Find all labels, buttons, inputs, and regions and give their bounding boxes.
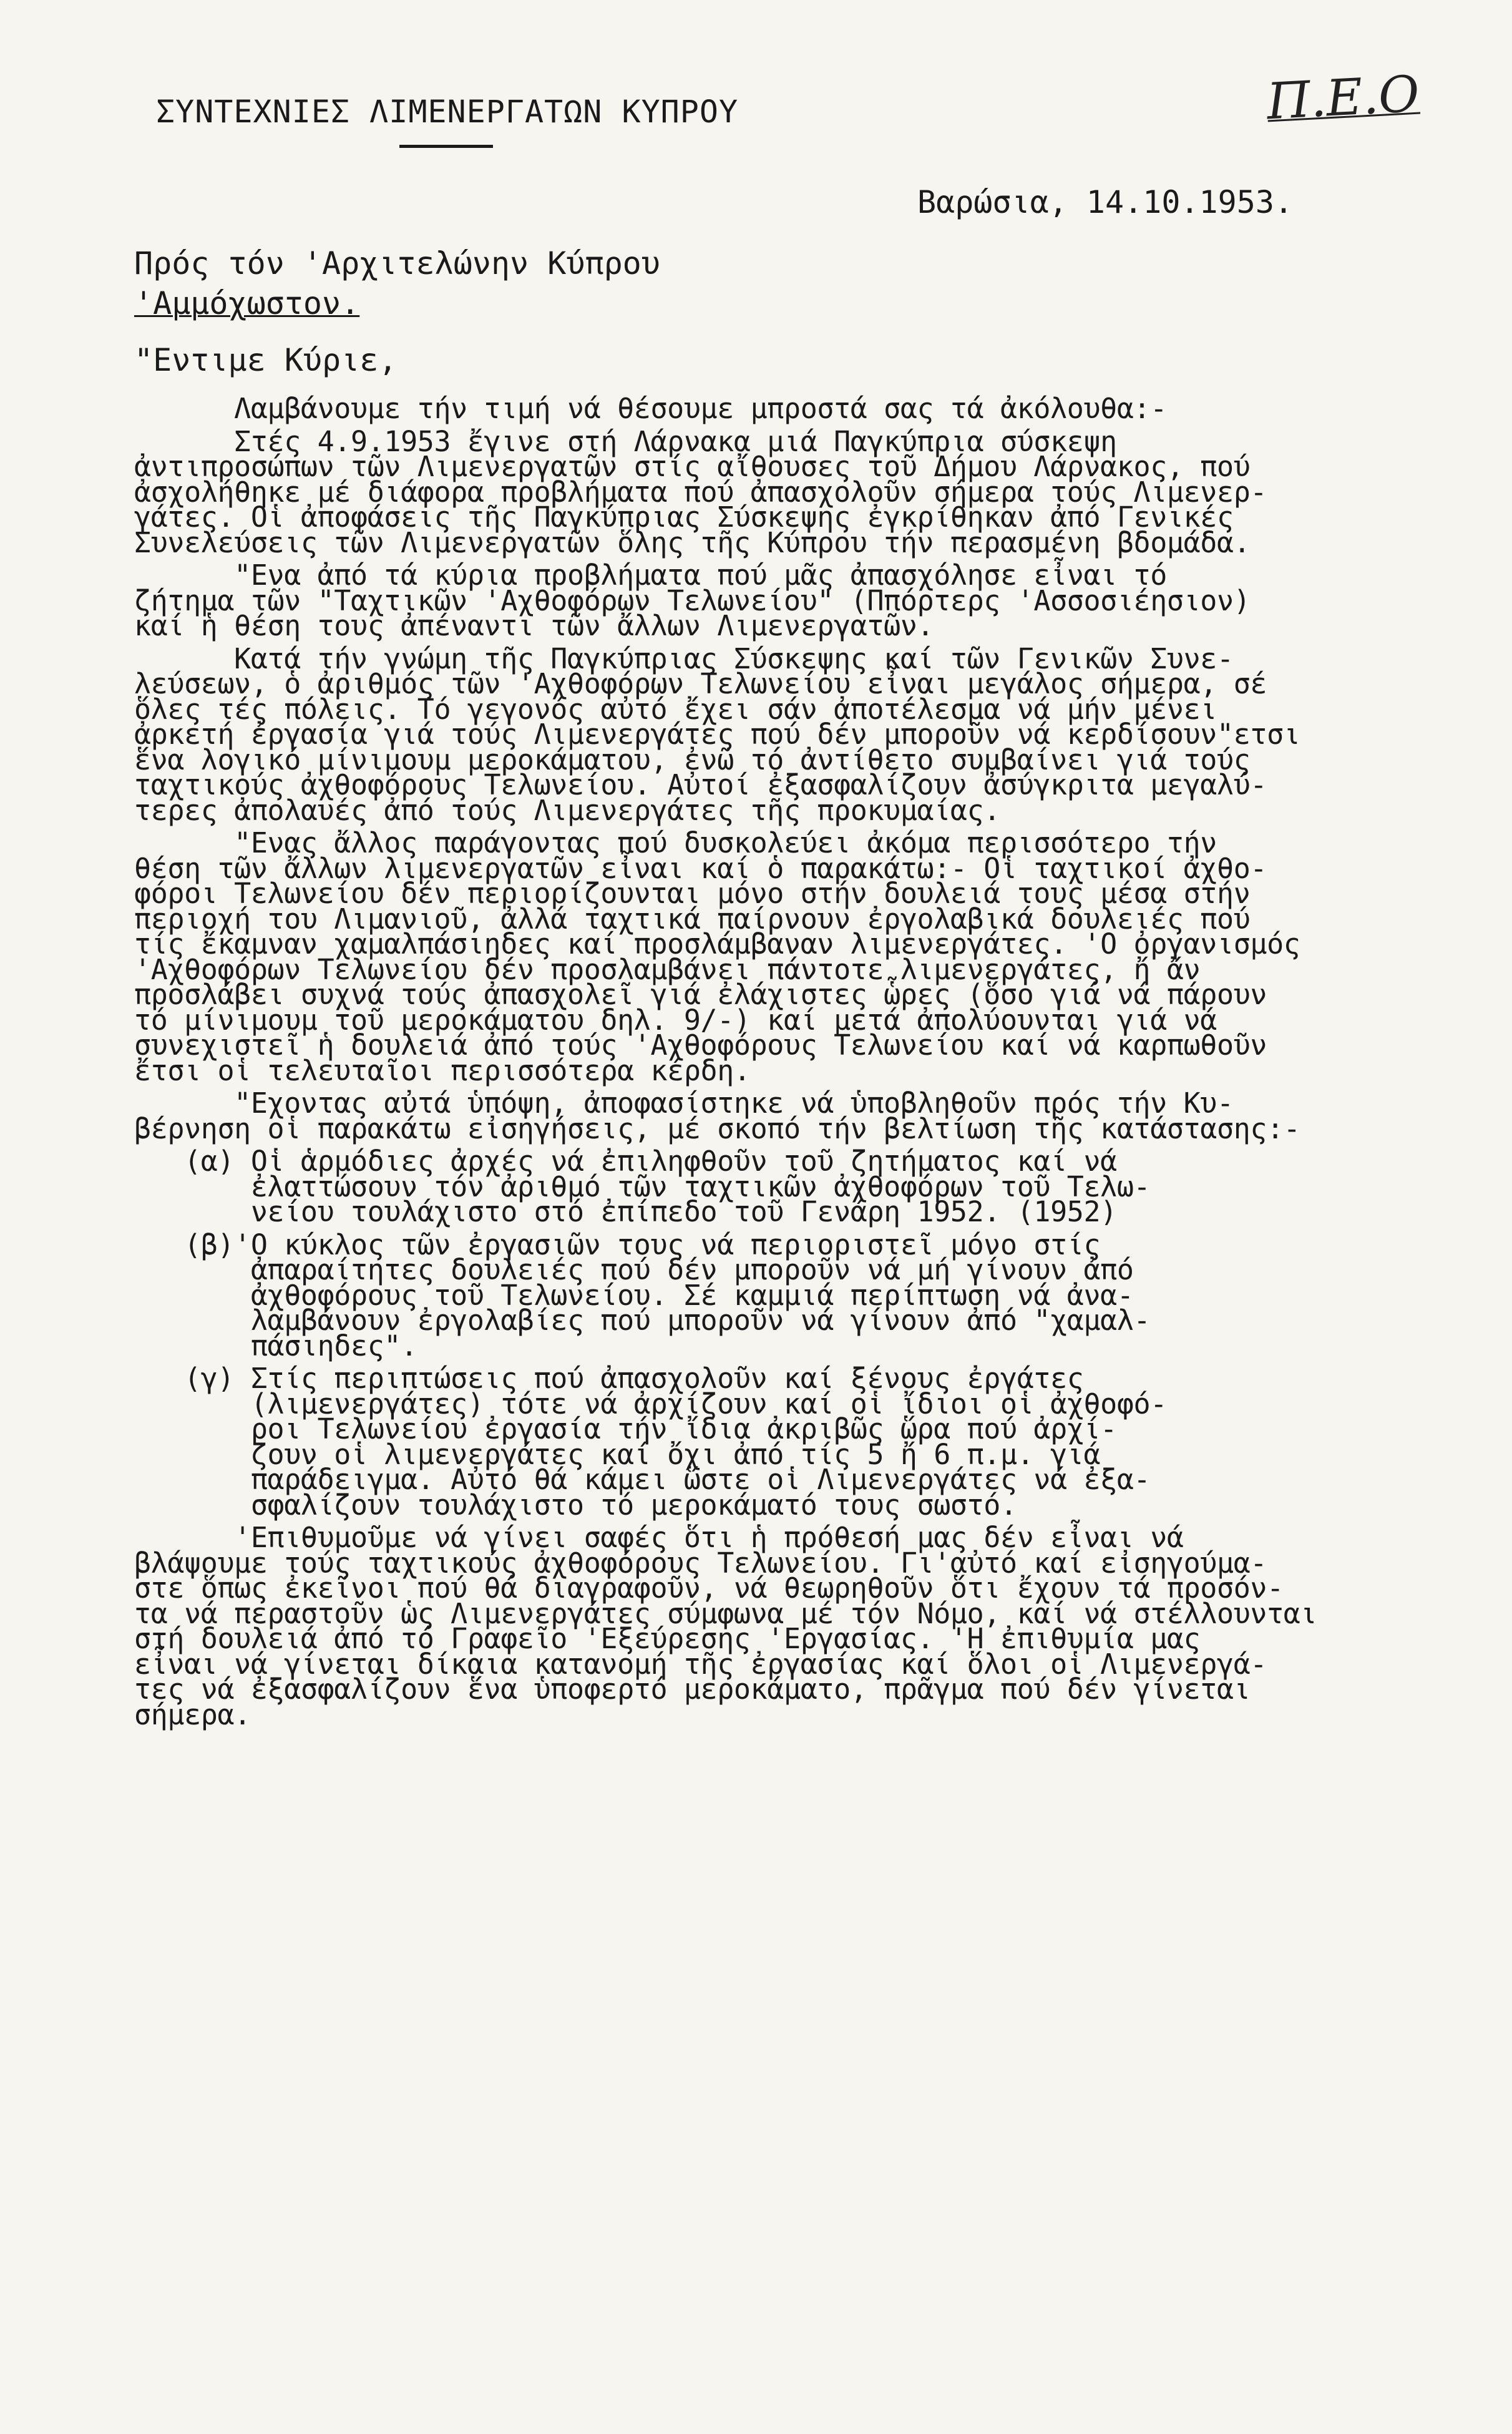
body-line: φόροι Τελωνείου δέν περιορίζουνται μόνο στήν δουλειά τους μέσα στήν	[134, 877, 1251, 910]
body-line: 'Αχθοφόρων Τελωνείου δέν προσλαμβάνει πάντοτε λιμενεργάτες, ἤ ἄν	[134, 952, 1201, 986]
body-line: ἀσχολήθηκε μέ διάφορα προβλήματα πού ἀπασχολοῦν σήμερα τούς Λιμενερ-	[134, 475, 1267, 509]
body-line: εἶναι νά γίνεται δίκαια κατανομή τῆς ἐργασίας καί ὅλοι οἱ Λιμενεργά-	[134, 1647, 1267, 1681]
body-line: Συνελεύσεις τῶν Λιμενεργατῶν ὅλης τῆς Κύπρου τήν περασμένη βδομάδα.	[134, 525, 1251, 559]
body-line: στε ὅπως ἐκεῖνοι πού θά διαγραφοῦν, νά θεωρηθοῦν ὅτι ἔχουν τά προσόν-	[134, 1571, 1284, 1605]
salutation: "Εντιμε Κύριε,	[134, 342, 398, 378]
body-line: (γ) Στίς περιπτώσεις πού ἀπασχολοῦν καί ξένους ἐργάτες	[134, 1362, 1084, 1395]
recipient-line-2: 'Αμμόχωστον.	[134, 285, 360, 321]
recipient-line-1: Πρός τόν 'Αρχιτελώνην Κύπρου	[134, 245, 660, 281]
body-line: θέση τῶν ἄλλων λιμενεργατῶν εἶναι καί ὁ παρακάτω:- Οἱ ταχτικοί ἀχθο-	[134, 851, 1267, 885]
body-line: ἀρκετή ἐργασία γιά τούς Λιμενεργάτες πού δέν μποροῦν νά κερδίσουν"ετσι	[134, 718, 1300, 751]
recipient-block	[134, 243, 660, 323]
body-line: "Εχοντας αὐτά ὑπόψη, ἀποφασίστηκε νά ὑποβληθοῦν πρός τήν Κυ-	[134, 1087, 1234, 1120]
body-line: βλάψουμε τούς ταχτικούς ἀχθοφόρους Τελωνείου. Γι'αὐτό καί εἰσηγούμα-	[134, 1546, 1267, 1580]
body-line: ὅλες τές πόλεις. Τό γεγονός αὐτό ἔχει σάν ἀποτέλεσμα νά μήν μένει	[134, 692, 1217, 726]
body-line: γάτες. Οἱ ἀποφάσεις τῆς Παγκύπριας Σύσκεψης ἐγκρίθηκαν ἀπό Γενικές	[134, 501, 1234, 534]
body-line: τίς ἔκαμναν χαμαλπάσιηδες καί προσλάμβαναν λιμενεργάτες. 'Ο ὀργανισμός	[134, 927, 1300, 960]
body-line: 'Επιθυμοῦμε νά γίνει σαφές ὅτι ἡ πρόθεσή μας δέν εἶναι νά	[134, 1521, 1184, 1554]
body-line: περιοχή του Λιμανιοῦ, ἀλλά ταχτικά παίρνουν ἐργολαβικά δουλειές πού	[134, 902, 1251, 936]
letter-date: Βαρώσια, 14.10.1953.	[917, 184, 1294, 220]
organization-name: ΣΥΝΤΕΧΝΙΕΣ ΛΙΜΕΝΕΡΓΑΤΩΝ ΚΥΠΡΟΥ	[156, 94, 739, 130]
body-line: ζουν οἱ λιμενεργάτες καί ὄχι ἀπό τίς 5 ἤ 6 π.μ. γιά	[134, 1437, 1101, 1471]
body-line: παράδειγμα. Αὐτό θά κάμει ὥστε οἱ Λιμενεργάτες νά ἐξα-	[134, 1463, 1151, 1496]
body-line: (α) Οἱ ἁρμόδιες ἀρχές νά ἐπιληφθοῦν τοῦ ζητήματος καί νά	[134, 1145, 1117, 1178]
body-line: ἀχθοφόρους τοῦ Τελωνείου. Σέ καμμιά περίπτωση νά ἀνα-	[134, 1278, 1134, 1312]
body-line: στή δουλειά ἀπό τό Γραφεῖο 'Εξεύρεσης 'Εργασίας. 'Η ἐπιθυμία μας	[134, 1622, 1201, 1655]
body-line: νείου τουλάχιστο στό ἐπίπεδο τοῦ Γενάρη 1952. (1952)	[134, 1195, 1117, 1228]
body-line: (β)'Ο κύκλος τῶν ἐργασιῶν τους νά περιοριστεῖ μόνο στίς	[134, 1228, 1101, 1261]
body-line: Λαμβάνουμε τήν τιμή νά θέσουμε μπροστά σας τά ἀκόλουθα:-	[134, 392, 1167, 425]
body-line: "Ενα ἀπό τά κύρια προβλήματα πού μᾶς ἀπασχόλησε εἶναι τό	[134, 559, 1167, 592]
body-line: ἀντιπροσώπων τῶν Λιμενεργατῶν στίς αἴθουσες τοῦ Δήμου Λάρνακος, πού	[134, 450, 1251, 483]
body-line: ζήτημα τῶν "Ταχτικῶν 'Αχθοφόρων Τελωνείου" (Ππόρτερς 'Ασσοσιέησιον)	[134, 584, 1251, 617]
body-line: καί ἡ θέση τους ἀπέναντι τῶν ἄλλων Λιμενεργατῶν.	[134, 609, 934, 642]
body-line: λαμβάνουν ἐργολαβίες πού μποροῦν νά γίνουν ἀπό "χαμαλ-	[134, 1304, 1151, 1337]
body-line: Κατά τήν γνώμη τῆς Παγκύπριας Σύσκεψης καί τῶν Γενικῶν Συνε-	[134, 642, 1234, 675]
body-line: Στές 4.9.1953 ἔγινε στή Λάρνακα μιά Παγκύπρια σύσκεψη	[134, 424, 1117, 458]
body-line: σήμερα.	[134, 1698, 251, 1731]
body-line: ἐλαττώσουν τόν ἀριθμό τῶν ταχτικῶν ἀχθοφόρων τοῦ Τελω-	[134, 1170, 1151, 1203]
body-line: πάσιηδες".	[134, 1329, 417, 1362]
letter-body	[134, 392, 1482, 1731]
body-line: τό μίνιμουμ τοῦ μεροκάματου δηλ. 9/-) καί μετά ἀπολύουνται γιά νά	[134, 1003, 1217, 1037]
body-line: ἔτσι οἱ τελευταῖοι περισσότερα κέρδη.	[134, 1053, 751, 1087]
body-line: "Ενας ἄλλος παράγοντας πού δυσκολεύει ἀκόμα περισσότερο τήν	[134, 826, 1217, 859]
body-line: σφαλίζουν τουλάχιστο τό μεροκάματό τους σωστό.	[134, 1488, 1017, 1522]
body-line: (λιμενεργάτες) τότε νά ἀρχίζουν καί οἱ ἴδιοι οἱ ἀχθοφό-	[134, 1387, 1167, 1420]
body-line: προσλάβει συχνά τούς ἀπασχολεῖ γιά ἐλάχιστες ὧρες (ὅσο γιά νά πάρουν	[134, 978, 1267, 1011]
handwritten-ref-mark: Π.Ε.Ο	[1265, 64, 1421, 131]
organization-underline	[399, 145, 493, 148]
body-line: ροι Τελωνείου ἐργασία τήν ἴδια ἀκριβῶς ὥρα πού ἀρχί-	[134, 1412, 1117, 1445]
body-line: τες νά ἐξασφαλίζουν ἕνα ὑποφερτό μεροκάματο, πρᾶγμα πού δέν γίνεται	[134, 1673, 1251, 1706]
body-line: λεύσεων, ὁ ἀριθμός τῶν 'Αχθοφόρων Τελωνείου εἶναι μεγάλος σήμερα, σέ	[134, 667, 1267, 700]
body-line: βέρνηση οἱ παρακάτω εἰσηγήσεις, μέ σκοπό τήν βελτίωση τῆς κατάστασης:-	[134, 1112, 1300, 1145]
body-line: ταχτικούς ἀχθοφόρους Τελωνείου. Αὐτοί ἐξασφαλίζουν ἀσύγκριτα μεγαλύ-	[134, 768, 1267, 801]
body-line: ἀπαραίτητες δουλειές πού δέν μποροῦν νά μή γίνουν ἀπό	[134, 1253, 1134, 1286]
body-line: συνεχιστεῖ ἡ δουλειά ἀπό τούς 'Αχθοφόρους Τελωνείου καί νά καρπωθοῦν	[134, 1029, 1267, 1062]
body-line: τα νά περαστοῦν ὡς Λιμενεργάτες σύμφωνα μέ τόν Νόμο, καί νά στέλλουνται	[134, 1596, 1317, 1630]
body-line: ἕνα λογικό μίνιμουμ μεροκάματου, ἐνῶ τό ἀντίθετο συμβαίνει γιά τούς	[134, 743, 1251, 776]
body-line: τερες ἀπολαυές ἀπό τούς Λιμενεργάτες τῆς προκυμαίας.	[134, 793, 1000, 827]
